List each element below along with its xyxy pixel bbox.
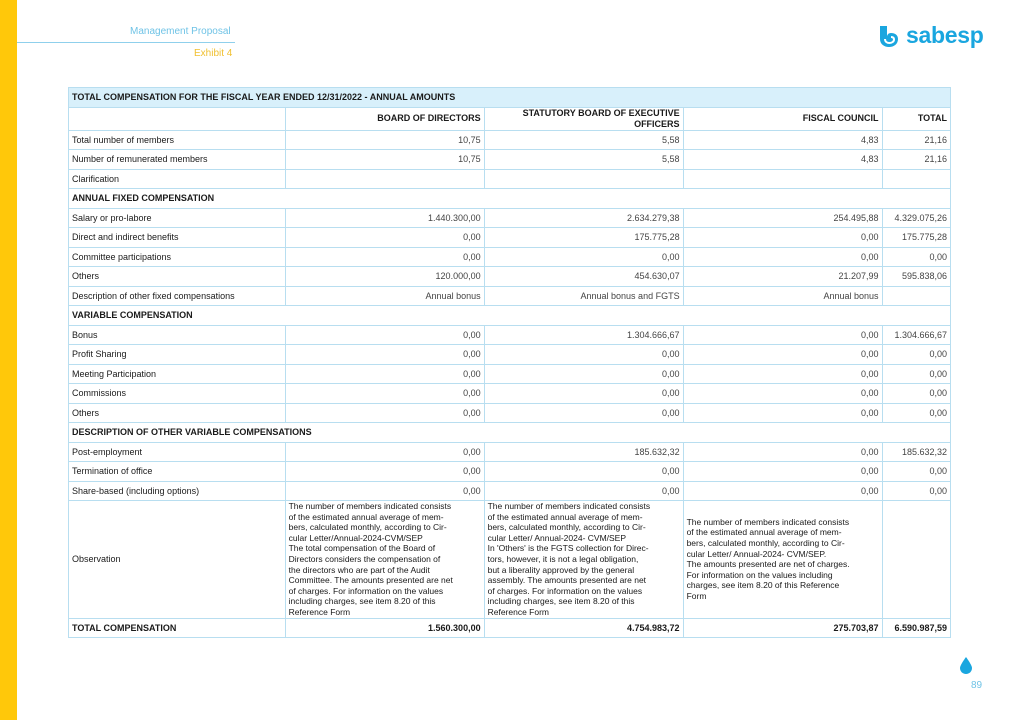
cell-executive: 0,00 [484, 364, 683, 384]
compensation-table [68, 87, 951, 638]
table-row [69, 130, 951, 150]
section-title-variable: VARIABLE COMPENSATION [69, 306, 951, 326]
cell-total: 0,00 [882, 345, 950, 365]
total-fiscal: 275.703,87 [683, 618, 882, 638]
cell-total: 175.775,28 [882, 228, 950, 248]
cell-fiscal: 0,00 [683, 364, 882, 384]
cell-executive: 1.304.666,67 [484, 325, 683, 345]
total-board: 1.560.300,00 [285, 618, 484, 638]
table-title: TOTAL COMPENSATION FOR THE FISCAL YEAR ENDED 12/31/2022 - ANNUAL AMOUNTS [69, 88, 951, 108]
row-label: Number of remunerated members [69, 150, 286, 170]
column-header-total: TOTAL [882, 107, 950, 130]
cell-board: 0,00 [285, 403, 484, 423]
cell-fiscal: 0,00 [683, 247, 882, 267]
cell-board: 0,00 [285, 462, 484, 482]
cell-board: 0,00 [285, 325, 484, 345]
cell-executive: 0,00 [484, 345, 683, 365]
table-row [69, 150, 951, 170]
cell-board: 1.440.300,00 [285, 208, 484, 228]
observation-fiscal: The number of members indicated consists of the estimated annual average of mem- bers, calculated monthly, according to Cir- cular Letter/ Annual-2024- CVM/SEP. The amounts presented are net of charges. For information on the values including charges, see item 8.20 of this Reference Form [683, 501, 882, 619]
table-row [69, 442, 951, 462]
cell-total: 0,00 [882, 462, 950, 482]
column-header-empty [69, 107, 286, 130]
section-title-fixed: ANNUAL FIXED COMPENSATION [69, 189, 951, 209]
cell-total: 4.329.075,26 [882, 208, 950, 228]
cell-executive: 5,58 [484, 150, 683, 170]
cell-fiscal: 254.495,88 [683, 208, 882, 228]
row-label: Post-employment [69, 442, 286, 462]
cell-fiscal: 0,00 [683, 345, 882, 365]
section-row-other-variable [69, 423, 951, 443]
cell-fiscal: 0,00 [683, 325, 882, 345]
cell-executive: 5,58 [484, 130, 683, 150]
cell-executive: 0,00 [484, 384, 683, 404]
row-label: Others [69, 403, 286, 423]
table-row [69, 267, 951, 287]
row-label: Bonus [69, 325, 286, 345]
total-compensation-row [69, 618, 951, 638]
table-row [69, 169, 951, 189]
observation-row [69, 501, 951, 619]
cell-board: 0,00 [285, 481, 484, 501]
section-title-other-variable: DESCRIPTION OF OTHER VARIABLE COMPENSATIONS [69, 423, 951, 443]
cell-executive: 0,00 [484, 462, 683, 482]
cell-fiscal: 0,00 [683, 481, 882, 501]
cell-fiscal: 0,00 [683, 403, 882, 423]
cell-board: 0,00 [285, 228, 484, 248]
cell-total [882, 169, 950, 189]
table-row [69, 345, 951, 365]
observation-label: Observation [69, 501, 286, 619]
row-label: Committee participations [69, 247, 286, 267]
table-row [69, 403, 951, 423]
cell-board: 0,00 [285, 345, 484, 365]
table-row [69, 384, 951, 404]
table-row [69, 364, 951, 384]
table-row [69, 481, 951, 501]
cell-board: Annual bonus [285, 286, 484, 306]
table-row [69, 228, 951, 248]
cell-total: 595.838,06 [882, 267, 950, 287]
cell-total: 0,00 [882, 384, 950, 404]
row-label: Termination of office [69, 462, 286, 482]
cell-board: 0,00 [285, 384, 484, 404]
cell-fiscal: 0,00 [683, 384, 882, 404]
cell-board: 10,75 [285, 130, 484, 150]
cell-executive: 175.775,28 [484, 228, 683, 248]
cell-total: 21,16 [882, 150, 950, 170]
table-row [69, 325, 951, 345]
observation-board: The number of members indicated consists of the estimated annual average of mem- bers, calculated monthly, according to Cir- cular Letter/Annual-2024-CVM/SEP The total compensation of the Board of Directors considers the compensation of the directors who are part of the Audit Committee. The amounts presented are net of charges. For information on the values including charges, see item 8.20 of this Reference Form [285, 501, 484, 619]
cell-board: 10,75 [285, 150, 484, 170]
observation-executive: The number of members indicated consists of the estimated annual average of mem- bers, calculated monthly, according to Cir- cular Letter/ Annual-2024- CVM/SEP In 'Others' is the FGTS collection for Direc- tors, however, it is not a legal obligation, but a liberality approved by the general assembly. The amounts presented are net of charges. For information on the values including charges, see item 8.20 of this Reference Form [484, 501, 683, 619]
cell-executive: 2.634.279,38 [484, 208, 683, 228]
cell-fiscal [683, 169, 882, 189]
cell-fiscal: 4,83 [683, 150, 882, 170]
cell-executive: 185.632,32 [484, 442, 683, 462]
total-total: 6.590.987,59 [882, 618, 950, 638]
page-number: 89 [971, 680, 983, 691]
table-title-row [69, 88, 951, 108]
cell-executive: 0,00 [484, 247, 683, 267]
logo-wordmark: sabesp [906, 22, 984, 48]
table-row [69, 286, 951, 306]
section-row-fixed [69, 189, 951, 209]
cell-board: 0,00 [285, 442, 484, 462]
column-header-executive: STATUTORY BOARD OF EXECUTIVE OFFICERS [484, 107, 683, 130]
cell-total [882, 286, 950, 306]
cell-executive: 0,00 [484, 481, 683, 501]
row-label: Direct and indirect benefits [69, 228, 286, 248]
document-title: Management Proposal [130, 26, 231, 37]
cell-board: 0,00 [285, 247, 484, 267]
cell-total: 0,00 [882, 247, 950, 267]
cell-fiscal: 0,00 [683, 442, 882, 462]
water-drop-icon [960, 657, 972, 674]
cell-board: 0,00 [285, 364, 484, 384]
exhibit-label: Exhibit 4 [194, 48, 233, 59]
cell-fiscal: 21.207,99 [683, 267, 882, 287]
row-label: Meeting Participation [69, 364, 286, 384]
row-label: Others [69, 267, 286, 287]
cell-fiscal: Annual bonus [683, 286, 882, 306]
column-header-fiscal: FISCAL COUNCIL [683, 107, 882, 130]
row-label: Profit Sharing [69, 345, 286, 365]
side-accent-bar [0, 0, 17, 720]
cell-executive: 0,00 [484, 403, 683, 423]
table-row [69, 247, 951, 267]
row-label: Total number of members [69, 130, 286, 150]
cell-board [285, 169, 484, 189]
cell-fiscal: 0,00 [683, 462, 882, 482]
section-row-variable [69, 306, 951, 326]
cell-total: 21,16 [882, 130, 950, 150]
observation-total [882, 501, 950, 619]
table-row [69, 208, 951, 228]
row-label: Commissions [69, 384, 286, 404]
table-row [69, 462, 951, 482]
cell-executive: 454.630,07 [484, 267, 683, 287]
column-header-board: BOARD OF DIRECTORS [285, 107, 484, 130]
cell-executive [484, 169, 683, 189]
cell-fiscal: 0,00 [683, 228, 882, 248]
header-divider [17, 42, 235, 43]
total-executive: 4.754.983,72 [484, 618, 683, 638]
row-label: Clarification [69, 169, 286, 189]
cell-total: 185.632,32 [882, 442, 950, 462]
cell-total: 0,00 [882, 403, 950, 423]
cell-total: 0,00 [882, 481, 950, 501]
cell-fiscal: 4,83 [683, 130, 882, 150]
cell-executive: Annual bonus and FGTS [484, 286, 683, 306]
row-label: Salary or pro-labore [69, 208, 286, 228]
cell-board: 120.000,00 [285, 267, 484, 287]
column-header-row [69, 107, 951, 130]
row-label: Share-based (including options) [69, 481, 286, 501]
total-label: TOTAL COMPENSATION [69, 618, 286, 638]
cell-total: 1.304.666,67 [882, 325, 950, 345]
row-label: Description of other fixed compensations [69, 286, 286, 306]
sabesp-logo [876, 22, 983, 49]
sabesp-logo-icon [876, 23, 902, 49]
cell-total: 0,00 [882, 364, 950, 384]
